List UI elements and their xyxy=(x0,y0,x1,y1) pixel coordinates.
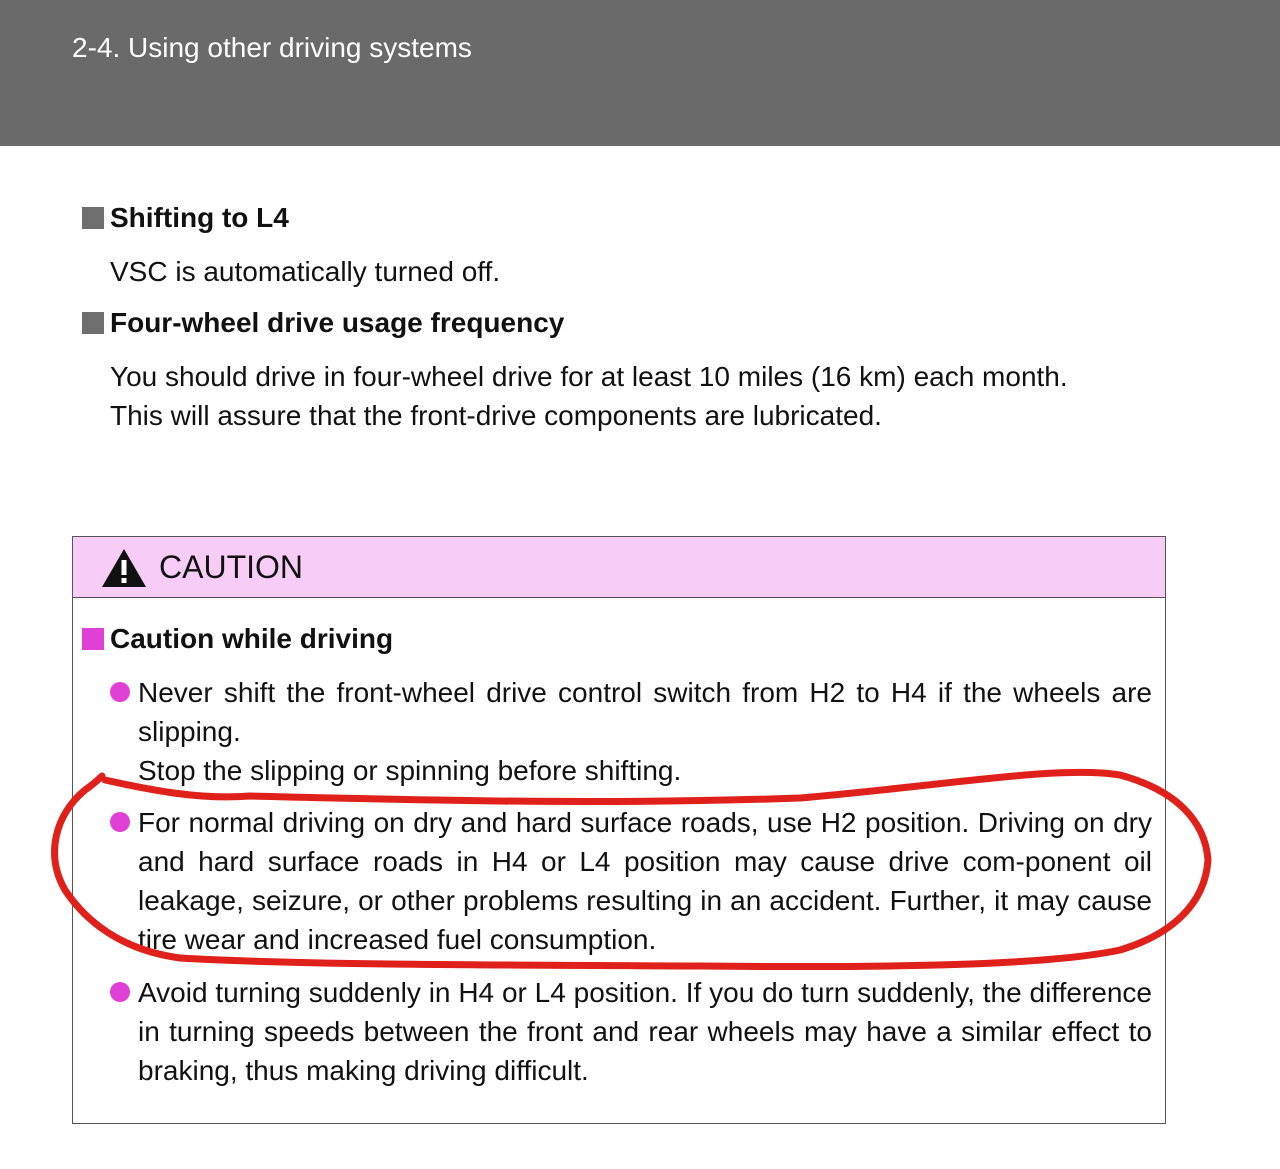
square-bullet-icon xyxy=(82,628,104,650)
bullet-text xyxy=(138,673,1152,790)
section-body-four-wheel-drive xyxy=(110,357,1152,435)
bullet-dot-icon xyxy=(110,682,130,702)
caution-bullet-2 xyxy=(110,803,1152,959)
square-bullet-icon xyxy=(82,312,104,334)
header-title: 2-4. Using other driving systems xyxy=(72,32,472,63)
bullet-dot-icon xyxy=(110,982,130,1002)
caution-subheading-text: Caution while driving xyxy=(110,623,394,654)
bullet-text xyxy=(138,973,1152,1090)
section-heading-text: Shifting to L4 xyxy=(110,202,289,233)
page-header xyxy=(0,0,1280,146)
caution-label: CAUTION xyxy=(159,549,303,585)
paragraph: VSC is automatically turned off. xyxy=(110,256,501,287)
bullet-line: For normal driving on dry and hard surface roads, use H2 position. Driving on dry and hard surface roads in H4 or L4 position may cause drive com-ponent oil leakage, seizure, or other problems resulting in an accident. Further, it may cause tire wear and increased fuel consumption. xyxy=(138,807,1152,955)
caution-bullet-3 xyxy=(110,973,1152,1090)
caution-bullet-1 xyxy=(110,673,1152,790)
paragraph: This will assure that the front-drive components are lubricated. xyxy=(110,400,882,431)
section-body-shifting-l4 xyxy=(110,252,1152,291)
section-heading-text: Four-wheel drive usage frequency xyxy=(110,307,565,338)
bullet-text xyxy=(138,803,1152,959)
paragraph: You should drive in four-wheel drive for at least 10 miles (16 km) each month. xyxy=(110,361,1068,392)
bullet-line: Avoid turning suddenly in H4 or L4 position. If you do turn suddenly, the difference in turning speeds between the front and rear wheels may have a similar effect to braking, thus making driving difficult. xyxy=(138,977,1152,1086)
square-bullet-icon xyxy=(82,207,104,229)
bullet-line: Stop the slipping or spinning before shifting. xyxy=(138,755,682,786)
section-heading-shifting-l4 xyxy=(82,202,289,234)
bullet-dot-icon xyxy=(110,812,130,832)
caution-subheading xyxy=(82,623,393,655)
bullet-line: Never shift the front-wheel drive control switch from H2 to H4 if the wheels are slipping. xyxy=(138,677,1152,747)
caution-header xyxy=(73,537,1165,598)
warning-triangle-icon xyxy=(101,547,147,589)
section-heading-four-wheel-drive xyxy=(82,307,564,339)
